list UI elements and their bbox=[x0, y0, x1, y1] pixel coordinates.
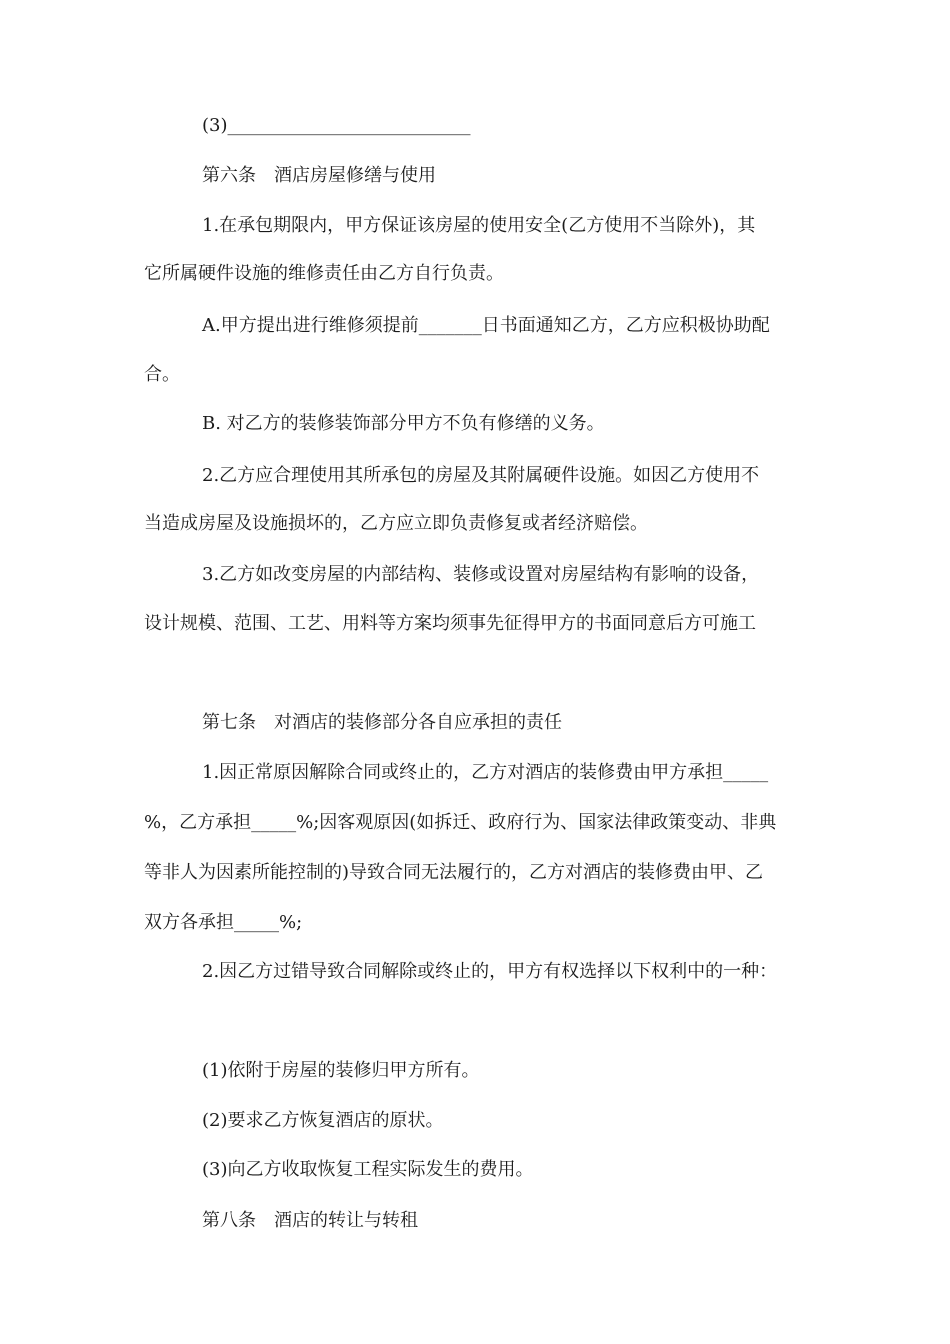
paragraph-line: 2.因乙方过错导致合同解除或终止的，甲方有权选择以下权利中的一种： bbox=[202, 961, 778, 982]
article-8-heading: 第八条 酒店的转让与转租 bbox=[202, 1210, 418, 1231]
paragraph-line: 1.因正常原因解除合同或终止的，乙方对酒店的装修费由甲方承担_____ bbox=[202, 762, 769, 783]
article-6-heading: 第六条 酒店房屋修缮与使用 bbox=[202, 165, 436, 186]
list-item: (3)向乙方收取恢复工程实际发生的费用。 bbox=[202, 1159, 534, 1180]
article-7-heading: 第七条 对酒店的装修部分各自应承担的责任 bbox=[202, 712, 562, 733]
paragraph-line: %，乙方承担_____%;因客观原因(如拆迁、政府行为、国家法律政策变动、非典 bbox=[144, 812, 777, 833]
paragraph-line: 合。 bbox=[144, 364, 180, 385]
paragraph-line: 当造成房屋及设施损坏的，乙方应立即负责修复或者经济赔偿。 bbox=[144, 513, 648, 534]
paragraph-line: 3.乙方如改变房屋的内部结构、装修或设置对房屋结构有影响的设备， bbox=[202, 564, 760, 585]
paragraph-line: 双方各承担_____%; bbox=[144, 912, 303, 933]
paragraph-line: A.甲方提出进行维修须提前_______日书面通知乙方，乙方应积极协助配 bbox=[202, 315, 770, 336]
paragraph-line: 它所属硬件设施的维修责任由乙方自行负责。 bbox=[144, 263, 504, 284]
list-item: (2)要求乙方恢复酒店的原状。 bbox=[202, 1110, 444, 1131]
paragraph-line: 设计规模、范围、工艺、用料等方案均须事先征得甲方的书面同意后方可施工 bbox=[144, 613, 756, 634]
paragraph-line: 等非人为因素所能控制的)导致合同无法履行的，乙方对酒店的装修费由甲、乙 bbox=[144, 862, 764, 883]
paragraph-line: B. 对乙方的装修装饰部分甲方不负有修缮的义务。 bbox=[202, 413, 605, 434]
paragraph-line: 2.乙方应合理使用其所承包的房屋及其附属硬件设施。如因乙方使用不 bbox=[202, 465, 760, 486]
list-item: (1)依附于房屋的装修归甲方所有。 bbox=[202, 1060, 480, 1081]
paragraph-line: 1.在承包期限内，甲方保证该房屋的使用安全(乙方使用不当除外)，其 bbox=[202, 215, 756, 236]
list-item-3-blank: (3)___________________________ bbox=[202, 115, 471, 136]
